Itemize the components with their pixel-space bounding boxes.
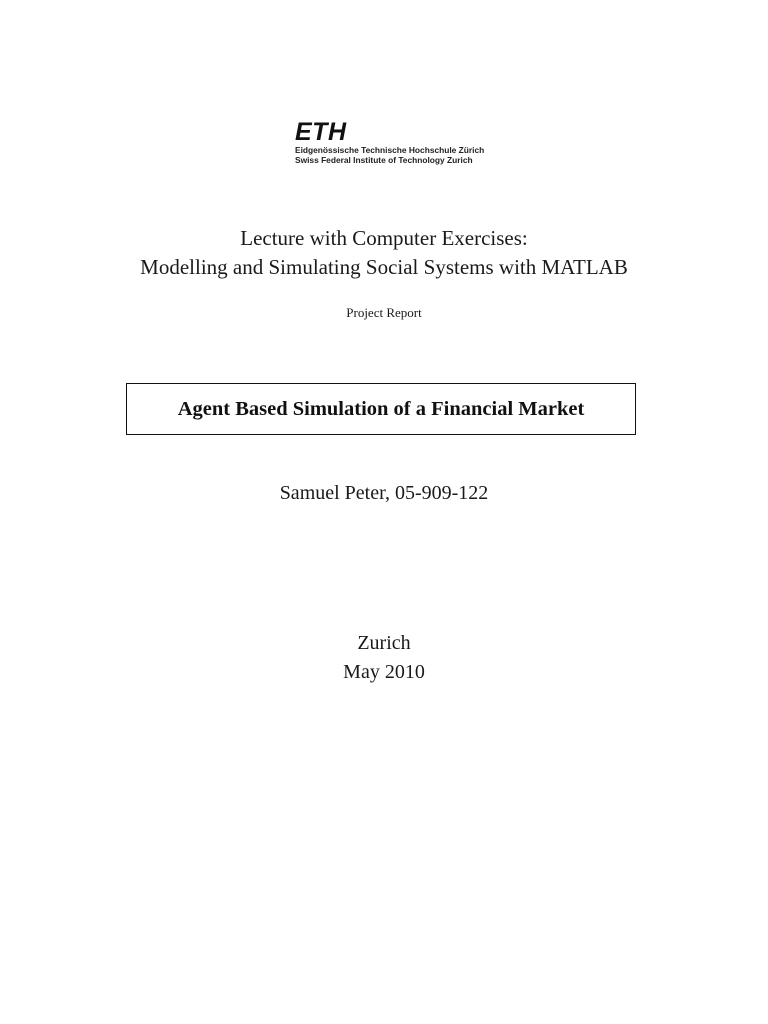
- document-title: Agent Based Simulation of a Financial Market: [177, 397, 585, 420]
- eth-logo-line-german: Eidgenössische Technische Hochschule Zürich: [295, 145, 485, 155]
- report-type: Project Report: [346, 305, 422, 320]
- eth-logo-mark: ETH: [295, 118, 347, 146]
- date: May 2010: [343, 661, 425, 683]
- author-line: Samuel Peter, 05-909-122: [279, 482, 489, 504]
- title-box: [126, 383, 636, 435]
- eth-logo-line-english: Swiss Federal Institute of Technology Zurich: [295, 155, 473, 165]
- location: Zurich: [357, 632, 411, 654]
- lecture-heading-line-1: Lecture with Computer Exercises:: [240, 226, 528, 250]
- lecture-heading-line-2: Modelling and Simulating Social Systems with MATLAB: [140, 255, 628, 279]
- eth-logo: [295, 120, 495, 165]
